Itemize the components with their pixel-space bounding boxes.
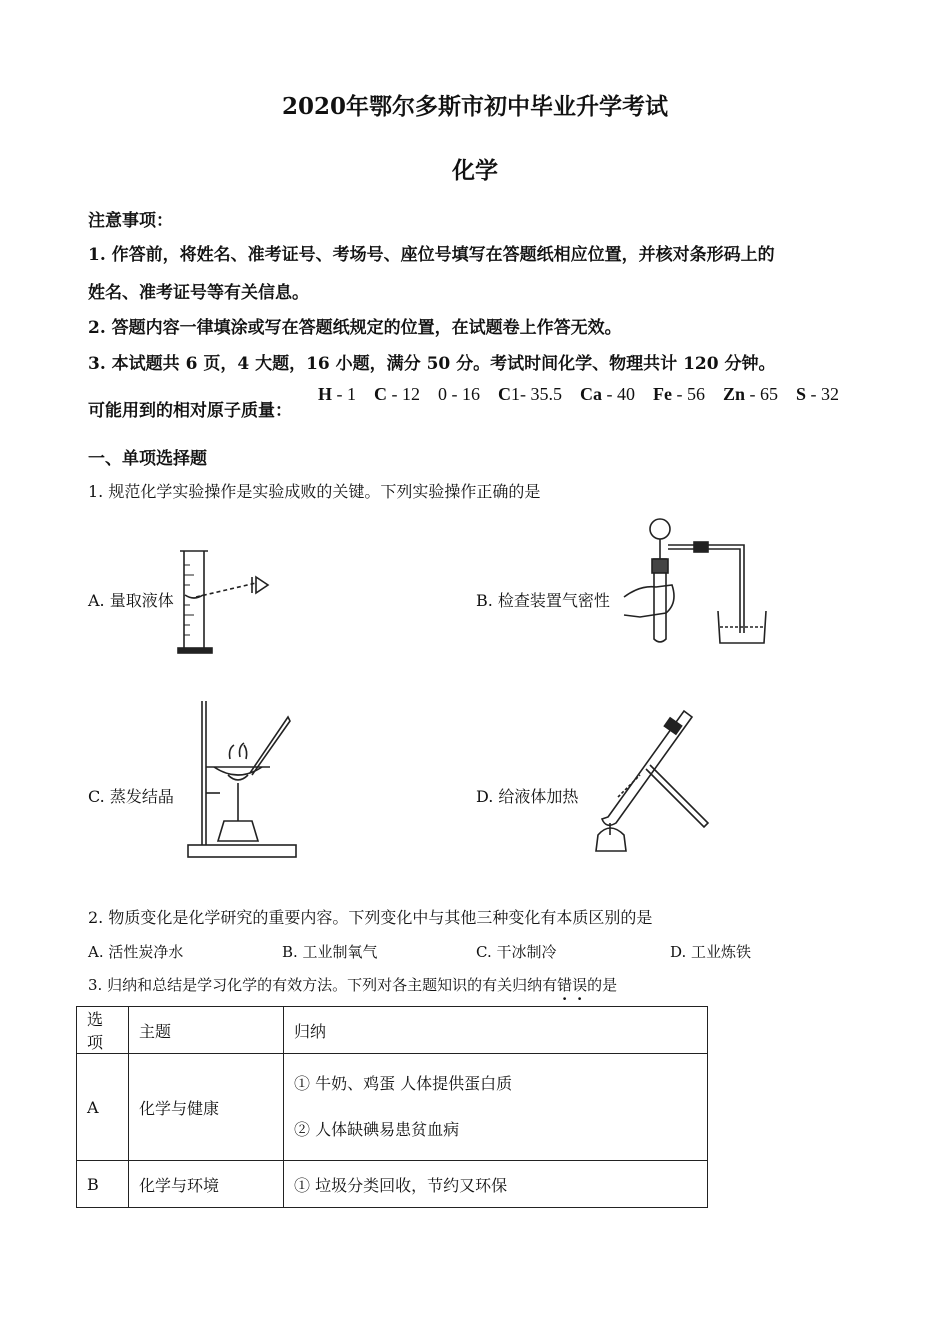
atomic-item: 0 - 16 (438, 384, 481, 404)
q1-option-c: C. 蒸发结晶 (88, 787, 174, 806)
table-cell-topic: 化学与环境 (129, 1161, 284, 1208)
atomic-item: H - 1 (318, 384, 357, 404)
table-cell-option: B (77, 1161, 129, 1208)
summary-item: ② 人体缺碘易患贫血病 (294, 1120, 460, 1139)
q2-option-a: A. 活性炭净水 (88, 943, 184, 961)
atomic-mass-list (318, 384, 839, 405)
table-cell-topic: 化学与健康 (129, 1054, 284, 1161)
section-title: 一、单项选择题 (88, 449, 207, 469)
q2-option-b: B. 工业制氧气 (282, 943, 378, 961)
atomic-item: C1- 35.5 (498, 384, 563, 404)
evaporation-figure (184, 695, 304, 861)
emphasis-char: 误 (572, 976, 588, 994)
atomic-mass-label: 可能用到的相对原子质量： (88, 401, 292, 421)
q1-option-d: D. 给液体加热 (476, 787, 579, 806)
q3-table (76, 1006, 708, 1208)
q1-stem: 1. 规范化学实验操作是实验成败的关键。下列实验操作正确的是 (88, 482, 541, 501)
q3-stem: 3. 归纳和总结是学习化学的有效方法。下列对各主题知识的有关归纳有错误的是 (88, 976, 618, 994)
q2-option-d: D. 工业炼铁 (670, 943, 752, 961)
notes-item-1: 1. 作答前，将姓名、准考证号、考场号、座位号填写在答题纸相应位置，并核对条形码上的 (88, 245, 775, 265)
notes-item-3: 3. 本试题共 6 页，4 大题，16 小题，满分 50 分。考试时间化学、物理共计 120 分钟。 (88, 354, 776, 374)
table-header: 主题 (129, 1007, 284, 1054)
q2-stem: 2. 物质变化是化学研究的重要内容。下列变化中与其他三种变化有本质区别的是 (88, 908, 653, 927)
table-header: 归纳 (284, 1007, 708, 1054)
atomic-item: Fe - 56 (653, 384, 705, 404)
table-row (77, 1054, 708, 1161)
q1-option-a: A. 量取液体 (88, 591, 174, 610)
subject-title: 化学 (452, 157, 498, 184)
table-row (77, 1161, 708, 1208)
atomic-item: Ca - 40 (580, 384, 636, 404)
airtightness-check-figure (620, 515, 770, 647)
table-header-row (77, 1007, 708, 1054)
atomic-item: Zn - 65 (723, 384, 779, 404)
notes-item-1-cont: 姓名、准考证号等有关信息。 (88, 283, 309, 303)
summary-item: ① 牛奶、鸡蛋 人体提供蛋白质 (294, 1074, 513, 1093)
table-cell-option: A (77, 1054, 129, 1161)
graduated-cylinder-figure (176, 545, 276, 657)
heating-liquid-figure (580, 705, 716, 857)
table-cell-summary: ① 垃圾分类回收，节约又环保 (284, 1161, 708, 1208)
notes-heading: 注意事项： (88, 211, 173, 231)
q2-option-c: C. 干冰制冷 (476, 943, 557, 961)
emphasis-char: 错 (557, 976, 573, 994)
table-header: 选项 (77, 1007, 129, 1054)
atomic-item: C - 12 (374, 384, 421, 404)
atomic-item: S - 32 (796, 384, 840, 404)
q1-option-b: B. 检查装置气密性 (476, 591, 610, 610)
exam-title: 2020年鄂尔多斯市初中毕业升学考试 (281, 93, 668, 120)
table-cell-summary (284, 1054, 708, 1161)
notes-item-2: 2. 答题内容一律填涂或写在答题纸规定的位置，在试题卷上作答无效。 (88, 318, 622, 338)
